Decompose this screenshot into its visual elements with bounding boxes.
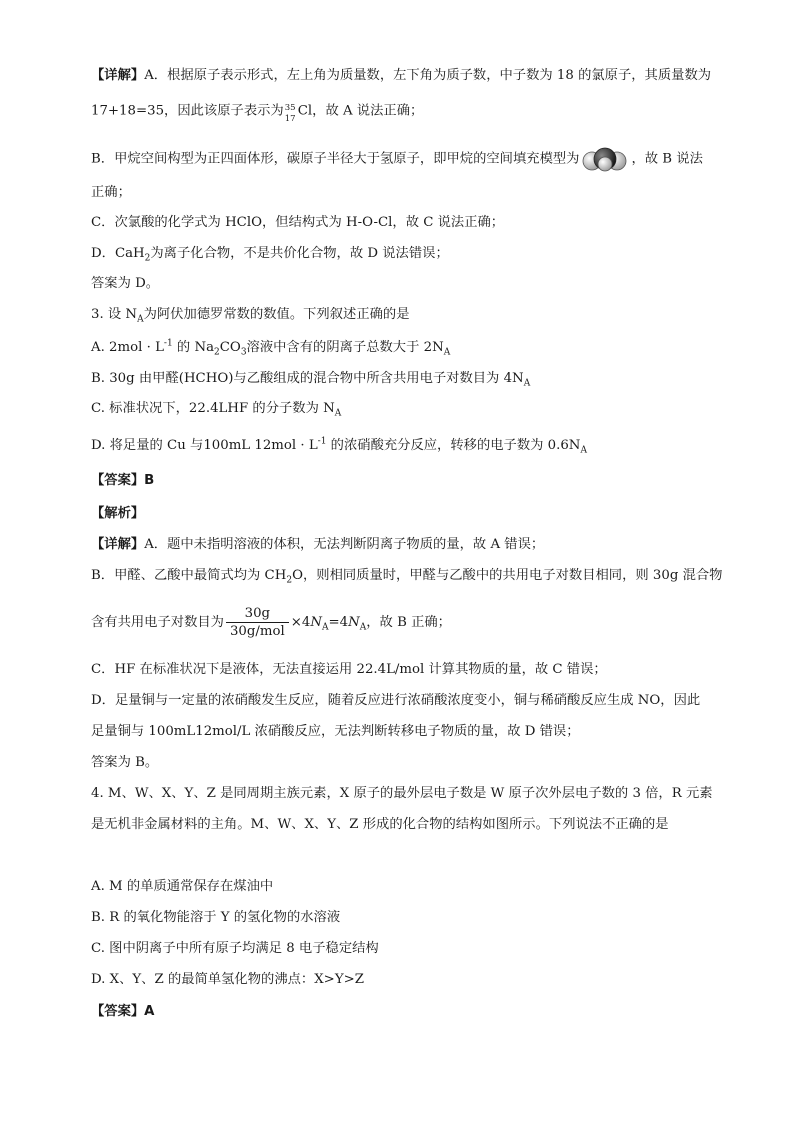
q2-detail-line-d: D．CaH$_2$为离子化合物，不是共价化合物，故 D 说法错误； <box>91 246 449 264</box>
q3-option-a: A. $2mol \cdot L^{-1}$ 的 $Na_2CO_3$溶液中含有的阴离子总数大于 $2N_A$ <box>91 338 451 358</box>
q3-option-d: D. 将足量的 Cu 与100mL $12mol \cdot L^{-1}$ 的浓硝酸充分反应，转移的电子数为 $0.6N_A$ <box>91 436 587 456</box>
q3-detail-line-c: C．HF 在标准状况下是液体，无法直接运用 22.4L/mol 计算其物质的量，故 C 错误； <box>91 662 607 677</box>
q3-detail-line-d2: 足量铜与 100mL12mol/L 浓硝酸反应，无法判断转移电子物质的量，故 D 错误； <box>91 724 580 739</box>
q4-stem-line2: 是无机非金属材料的主角。M、W、X、Y、Z 形成的化合物的结构如图所示。下列说法不正确的是 <box>91 817 669 832</box>
methane-space-filling-model-icon <box>579 146 631 172</box>
q2-detail-tag: 【详解】 <box>91 68 145 83</box>
q2-detail-line-a2: 17+18=35，因此该原子表示为 35 17 Cl，故 A 说法正确； <box>91 103 424 124</box>
q3-answer-line: 答案为 B。 <box>91 755 159 770</box>
q4-answer: 【答案】A <box>91 1004 155 1019</box>
q3-detail-line-b2: 含有共用电子对数目为 $\frac{30g}{\text{30g/mol}}$ $\times 4N_A=4N_A$，故 B 正确； <box>91 606 451 639</box>
q3-stem: 3. 设 $N_A$为阿伏加德罗常数的数值。下列叙述正确的是 <box>91 307 410 325</box>
q3-option-b: B. 30g 由甲醛(HCHO)与乙酸组成的混合物中所含共用电子对数目为 $4N_A$ <box>91 371 531 389</box>
q3-detail-line-b1: B．甲醛、乙酸中最简式均为 $CH_2O$，则相同质量时，甲醛与乙酸中的共用电子对数目相同，则 30g 混合物 <box>91 568 723 586</box>
q2-detail-line-c: C．次氯酸的化学式为 HClO，但结构式为 H-O-Cl，故 C 说法正确； <box>91 215 505 230</box>
q4-option-d: D. X、Y、Z 的最简单氢化物的沸点：X>Y>Z <box>91 972 364 987</box>
q4-option-a: A. M 的单质通常保存在煤油中 <box>91 879 274 894</box>
q3-option-c: C. 标准状况下，22.4LHF 的分子数为 $N_A$ <box>91 401 342 419</box>
isotope-notation: 35 17 <box>284 103 296 124</box>
q3-answer: 【答案】B <box>91 473 155 488</box>
q2-detail-line-a1: 【详解】A．根据原子表示形式，左上角为质量数，左下角为质子数，中子数为 18 的氯原子，其质量数为 <box>91 68 712 83</box>
q2-detail-line-b1: B．甲烷空间构型为正四面体形，碳原子半径大于氢原子，即甲烷的空间填充模型为 ，故 B 说法 <box>91 146 703 172</box>
q2-detail-line-b2: 正确； <box>91 185 131 200</box>
q3-detail-line-a: 【详解】A．题中未指明溶液的体积，无法判断阴离子物质的量，故 A 错误； <box>91 537 545 552</box>
q4-option-b: B. R 的氧化物能溶于 Y 的氢化物的水溶液 <box>91 910 341 925</box>
q2-answer-line: 答案为 D。 <box>91 276 160 291</box>
q3-detail-line-d1: D．足量铜与一定量的浓硝酸发生反应，随着反应进行浓硝酸浓度变小，铜与稀硝酸反应生成 NO，因此 <box>91 693 701 708</box>
q4-stem-line1: 4. M、W、X、Y、Z 是同周期主族元素，X 原子的最外层电子数是 W 原子次外层电子数的 3 倍，R 元素 <box>91 786 713 801</box>
fraction: $\frac{30g}{\text{30g/mol}}$ <box>226 605 289 640</box>
q3-analysis-heading: 【解析】 <box>91 506 145 521</box>
q4-option-c: C. 图中阴离子中所有原子均满足 8 电子稳定结构 <box>91 941 379 956</box>
